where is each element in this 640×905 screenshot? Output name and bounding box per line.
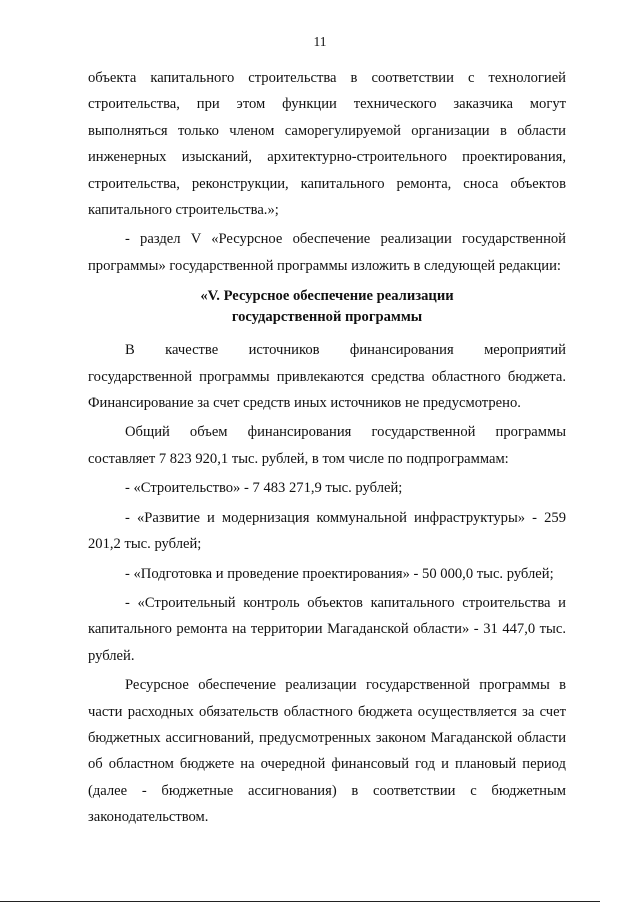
list-item-construction-control: - «Строительный контроль объектов капитального строительства и капитального ремонта на территории Магаданской области» - 31 447,0 тыс. рублей.	[88, 594, 566, 664]
list-item-construction: - «Строительство» - 7 483 271,9 тыс. рублей;	[125, 480, 403, 497]
section-heading-line-2: государственной программы	[231, 309, 423, 326]
document-body	[88, 65, 566, 831]
paragraph-continuation: объекта капитального строительства в соответствии с технологией строительства, при этом функции технического заказчика могут выполняться только членом саморегулируемой организации в области инженерных изысканий, архитектурно-строительного проектирования, строительства, реконструкции, капитального ремонта, сноса объектов капитального строительства.»;	[88, 70, 566, 219]
page-number: 11	[313, 34, 327, 49]
bottom-rule	[0, 901, 600, 902]
section-heading	[88, 286, 566, 328]
list-item-utilities: - «Развитие и модернизация коммунальной инфраструктуры» - 259 201,2 тыс. рублей;	[88, 509, 566, 553]
paragraph-total-funding: Общий объем финансирования государственной программы составляет 7 823 920,1 тыс. рублей, в том числе по подпрограммам:	[88, 424, 566, 467]
section-heading-line-1: «V. Ресурсное обеспечение реализации	[200, 288, 454, 305]
paragraph-section-amendment: - раздел V «Ресурсное обеспечение реализации государственной программы» государственной программы изложить в следующей редакции:	[88, 231, 566, 274]
paragraph-budget-allocations: Ресурсное обеспечение реализации государственной программы в части расходных обязательств областного бюджета осуществляется за счет бюджетных ассигнований, предусмотренных законом Магаданской области об областном бюджете на очередной финансовый год и плановый период (далее - бюджетные ассигнования) в соответствии с бюджетным законодательством.	[88, 677, 566, 826]
list-item-design: - «Подготовка и проведение проектирования» - 50 000,0 тыс. рублей;	[125, 565, 554, 582]
paragraph-funding-sources: В качестве источников финансирования мероприятий государственной программы привлекаются средства областного бюджета. Финансирование за счет средств иных источников не предусмотрено.	[88, 342, 566, 412]
